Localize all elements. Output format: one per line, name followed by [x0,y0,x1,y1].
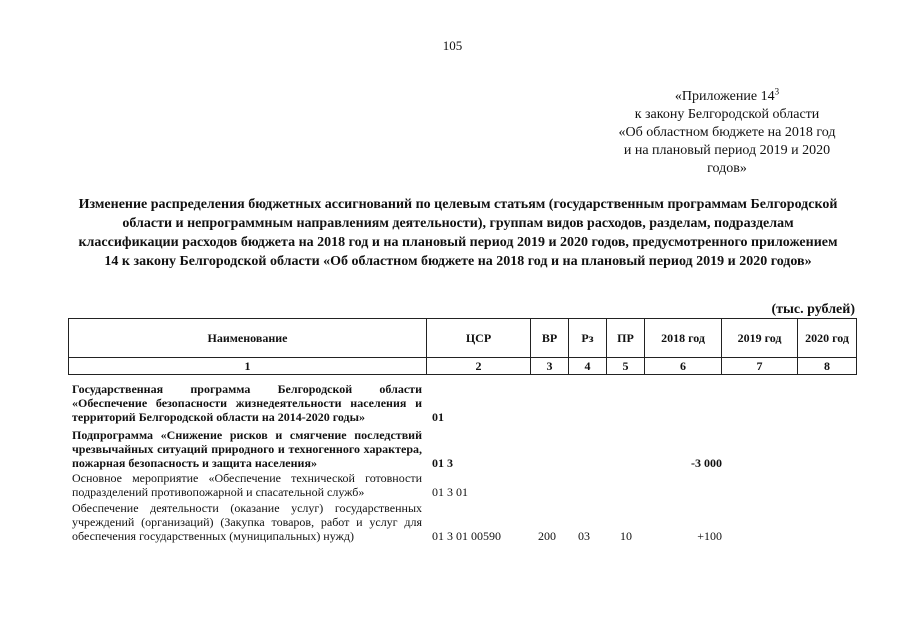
table-row [72,501,856,543]
column-number: 4 [569,358,607,375]
appendix-line-3: «Об областном бюджете на 2018 год [618,125,836,140]
document-title: Изменение распределения бюджетных ассигнований по целевым статьям (государственным программам Белгородской области и непрограммным направлениям деятельности), группам видов расходов, разделам, подразделам классификации расходов бюджета на 2018 год и на плановый период 2019 и 2020 годов, предусмотренного приложением 14 к закону Белгородской области «Об областном бюджете на 2018 год и на плановый период 2019 и 2020 годов» [78,197,838,269]
column-header-name: Наименование [69,319,427,358]
column-header-csr: ЦСР [427,319,531,358]
row-vr: 200 [538,529,556,543]
column-header-vr: ВР [531,319,569,358]
column-number: 2 [427,358,531,375]
column-header-2020: 2020 год [798,319,857,358]
column-number: 3 [531,358,569,375]
column-number: 8 [798,358,857,375]
row-csr: 01 [432,410,444,424]
column-header-pr: ПР [607,319,645,358]
row-name: Подпрограмма «Снижение рисков и смягчение последствий чрезвычайных ситуаций природного и техногенного характера, пожарная безопасность и защита населения» [72,428,422,470]
row-csr: 01 3 [432,456,453,470]
appendix-line-1: «Приложение $14^3$ [674,86,780,104]
column-number: 7 [722,358,798,375]
row-name: Основное мероприятие «Обеспечение технической готовности подразделений противопожарной и спасательной служб» [72,471,422,499]
units-label: (тыс. рублей) [771,302,855,317]
budget-table-body [72,382,856,543]
table-row [72,428,856,470]
page-number: 105 [442,38,463,53]
row-pr: 10 [620,529,632,543]
column-number: 1 [69,358,427,375]
column-number-row [69,358,857,375]
table-row [72,382,856,424]
row-2018: -3 000 [691,456,722,470]
column-number: 5 [607,358,645,375]
table-row [72,471,856,499]
row-csr: 01 3 01 [432,485,468,499]
appendix-line-4: и на плановый период 2019 и 2020 [623,143,831,158]
appendix-superscript: 3 [774,86,780,97]
row-2018: +100 [697,529,722,543]
row-csr: 01 3 01 00590 [432,529,501,543]
column-header-2019: 2019 год [722,319,798,358]
appendix-line-5: годов» [707,161,747,176]
row-rz: 03 [578,529,590,543]
row-name: Государственная программа Белгородской области «Обеспечение безопасности жизнедеятельности населения и территорий Белгородской области на 2014-2020 годы» [72,382,422,424]
row-name: Обеспечение деятельности (оказание услуг) государственных учреждений (организаций) (Закупка товаров, работ и услуг для обеспечения государственных (муниципальных) нужд) [72,501,422,543]
column-header-2018: 2018 год [645,319,722,358]
column-header-rz: Рз [569,319,607,358]
appendix-line-2: к закону Белгородской области [634,107,820,122]
budget-table-header [68,318,857,375]
appendix-reference [597,88,857,178]
column-number: 6 [645,358,722,375]
